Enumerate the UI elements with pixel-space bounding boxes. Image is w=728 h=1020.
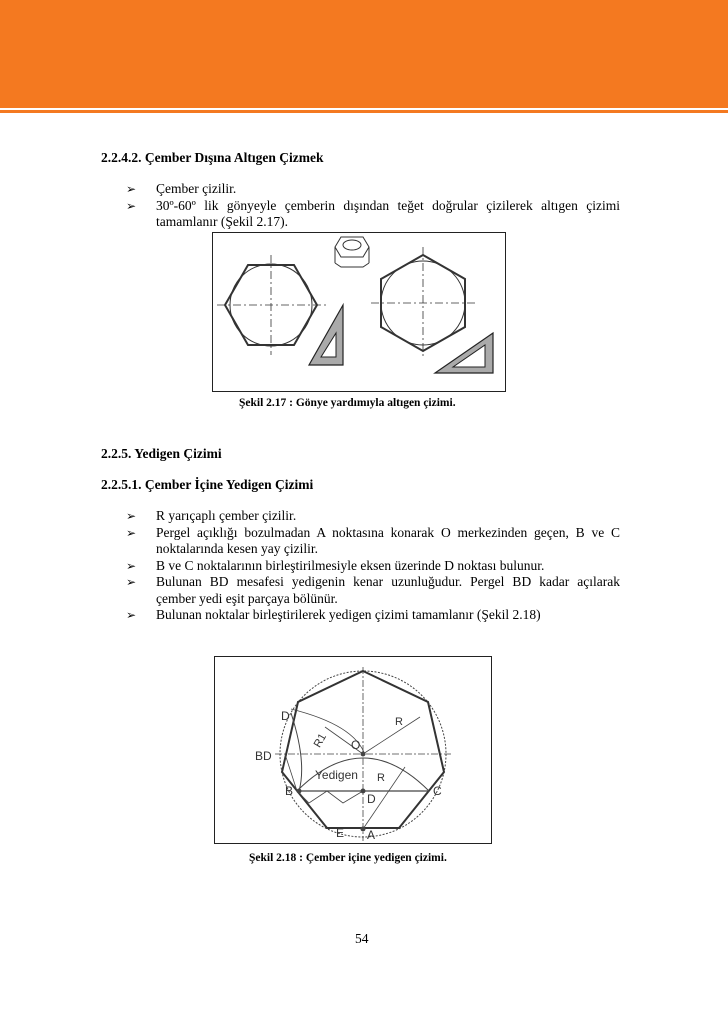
label-o: O bbox=[351, 738, 361, 752]
list-item: ➢ 30º-60º lik gönyeyle çemberin dışından teğet doğrular çizilerek altıgen çizimi tamamlanır (Şekil 2.17). bbox=[126, 197, 620, 229]
label-bd: BD bbox=[255, 749, 272, 763]
figure-hexagon-drawing bbox=[212, 232, 506, 392]
heptagon-drawing-svg bbox=[215, 657, 491, 843]
list-item: ➢ Pergel açıklığı bozulmadan A noktasına konarak O merkezinden geçen, B ve C noktalarında kesen yay çizilir. bbox=[126, 524, 620, 556]
hexagon-drawing-svg bbox=[213, 233, 505, 391]
label-r-lower: R bbox=[377, 772, 385, 784]
hex-nut-icon bbox=[335, 237, 369, 267]
list-item: ➢ Bulunan noktalar birleştirilerek yedigen çizimi tamamlanır (Şekil 2.18) bbox=[126, 607, 541, 622]
subsection-heading-heptagon-inside: 2.2.5.1. Çember İçine Yedigen Çizimi bbox=[101, 477, 314, 492]
label-yedigen: Yedigen bbox=[315, 768, 358, 782]
list-item: ➢ Çember çizilir. bbox=[126, 181, 237, 196]
label-r-upper: R bbox=[395, 716, 403, 728]
right-hexagon-construction bbox=[371, 247, 493, 373]
header-band bbox=[0, 0, 728, 108]
label-c: C bbox=[433, 784, 442, 798]
page-number: 54 bbox=[355, 931, 369, 946]
label-e: E bbox=[336, 826, 345, 840]
arrow-bullet-icon: ➢ bbox=[126, 575, 137, 589]
label-d-top: D bbox=[281, 709, 290, 723]
section-heading-hexagon: 2.2.4.2. Çember Dışına Altıgen Çizmek bbox=[101, 150, 324, 165]
list-item: ➢ R yarıçaplı çember çizilir. bbox=[126, 508, 297, 523]
label-d-mid: D bbox=[367, 792, 376, 806]
arrow-bullet-icon: ➢ bbox=[126, 608, 137, 622]
figure-heptagon-drawing bbox=[214, 656, 492, 844]
header-line bbox=[0, 110, 728, 113]
figure-caption-2-17: Şekil 2.17 : Gönye yardımıyla altıgen çizimi. bbox=[239, 397, 456, 409]
list-item: ➢ Bulunan BD mesafesi yedigenin kenar uzunluğudur. Pergel BD kadar açılarak çember yedi eşit parçaya bölünür. bbox=[126, 574, 620, 606]
list-item: ➢ B ve C noktalarının birleştirilmesiyle eksen üzerinde D noktası bulunur. bbox=[126, 557, 545, 573]
label-b: B bbox=[285, 784, 294, 798]
arrow-bullet-icon: ➢ bbox=[126, 558, 137, 573]
arrow-bullet-icon: ➢ bbox=[126, 182, 137, 196]
label-a: A bbox=[367, 828, 376, 842]
bullet-list-heptagon bbox=[126, 508, 620, 624]
label-r1: R1 bbox=[311, 731, 330, 750]
left-hexagon-construction bbox=[217, 255, 343, 365]
arrow-bullet-icon: ➢ bbox=[126, 198, 137, 213]
section-heading-heptagon: 2.2.5. Yedigen Çizimi bbox=[101, 446, 222, 461]
bullet-list-hexagon bbox=[126, 181, 620, 231]
arrow-bullet-icon: ➢ bbox=[126, 525, 137, 540]
figure-caption-2-18: Şekil 2.18 : Çember içine yedigen çizimi. bbox=[249, 852, 447, 864]
arrow-bullet-icon: ➢ bbox=[126, 509, 137, 523]
